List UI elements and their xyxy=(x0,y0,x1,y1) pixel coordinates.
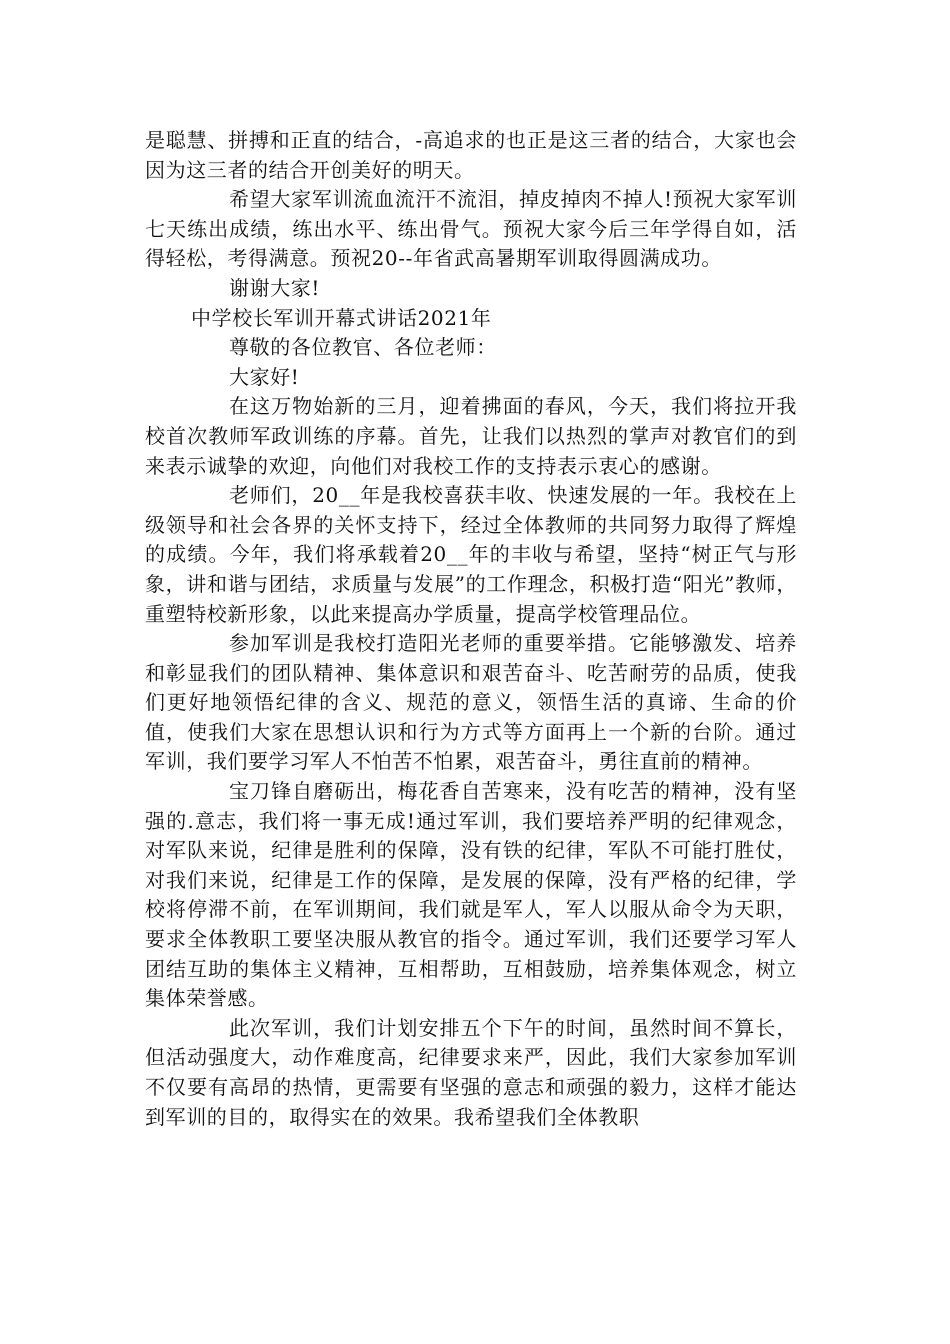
salutation-officers: 尊敬的各位教官、各位老师： xyxy=(229,335,497,360)
para-thanks: 谢谢大家! xyxy=(229,275,321,300)
para-wishes: 希望大家军训流血流汗不流泪，掉皮掉肉不掉人!预祝大家军训七天练出成绩，练出水平、练出骨气。预祝大家今后三年学得自如，活得轻松，考得满意。预祝20--年省武高暑期军训取得圆满成功。 xyxy=(145,187,797,271)
speech-title: 中学校长军训开幕式讲话2021年 xyxy=(191,305,492,330)
para-opening: 在这万物始新的三月，迎着拂面的春风，今天，我们将拉开我校首次教师军政训练的序幕。首先，让我们以热烈的掌声对教官们的到来表示诚挚的欢迎，向他们对我校工作的支持表示衷心的感谢。 xyxy=(145,394,797,478)
para-achievements: 老师们，20__年是我校喜获丰收、快速发展的一年。我校在上级领导和社会各界的关怀支持下，经过全体教师的共同努力取得了辉煌的成绩。今年，我们将承载着20__年的丰收与希望，坚持“树正气与形象，讲和谐与团结，求质量与发展”的工作理念，积极打造“阳光”教师，重塑特校新形象，以此来提高办学质量，提高学校管理品位。 xyxy=(145,483,797,626)
para-importance: 参加军训是我校打造阳光老师的重要举措。它能够激发、培养和彰显我们的团队精神、集体意识和艰苦奋斗、吃苦耐劳的品质，使我们更好地领悟纪律的含义、规范的意义，领悟生活的真谛、生命的价值，使我们大家在思想认识和行为方式等方面再上一个新的台阶。通过军训，我们要学习军人不怕苦不怕累，艰苦奋斗，勇往直前的精神。 xyxy=(145,631,797,774)
para-arrangement: 此次军训，我们计划安排五个下午的时间，虽然时间不算长，但活动强度大，动作难度高，纪律要求来严，因此，我们大家参加军训不仅要有高昂的热情，更需要有坚强的意志和顽强的毅力，这样才能达到军训的目的，取得实在的效果。我希望我们全体教职 xyxy=(145,1015,797,1129)
greeting: 大家好! xyxy=(229,364,300,389)
para-discipline: 宝刀锋自磨砺出，梅花香自苦寒来，没有吃苦的精神，没有坚强的.意志，我们将一事无成!通过军训，我们要培养严明的纪律观念，对军队来说，纪律是胜利的保障，没有铁的纪律，军队不可能打胜仗，对我们来说，纪律是工作的保障，是发展的保障，没有严格的纪律，学校将停滞不前，在军训期间，我们就是军人，军人以服从命令为天职，要求全体教职工要坚决服从教官的指令。通过军训，我们还要学习军人团结互助的集体主义精神，互相帮助，互相鼓励，培养集体观念，树立集体荣誉感。 xyxy=(145,779,797,1011)
para-continuation-intro: 是聪慧、拼搏和正直的结合，-高追求的也正是这三者的结合，大家也会因为这三者的结合开创美好的明天。 xyxy=(145,128,797,182)
document-body xyxy=(145,126,797,1132)
